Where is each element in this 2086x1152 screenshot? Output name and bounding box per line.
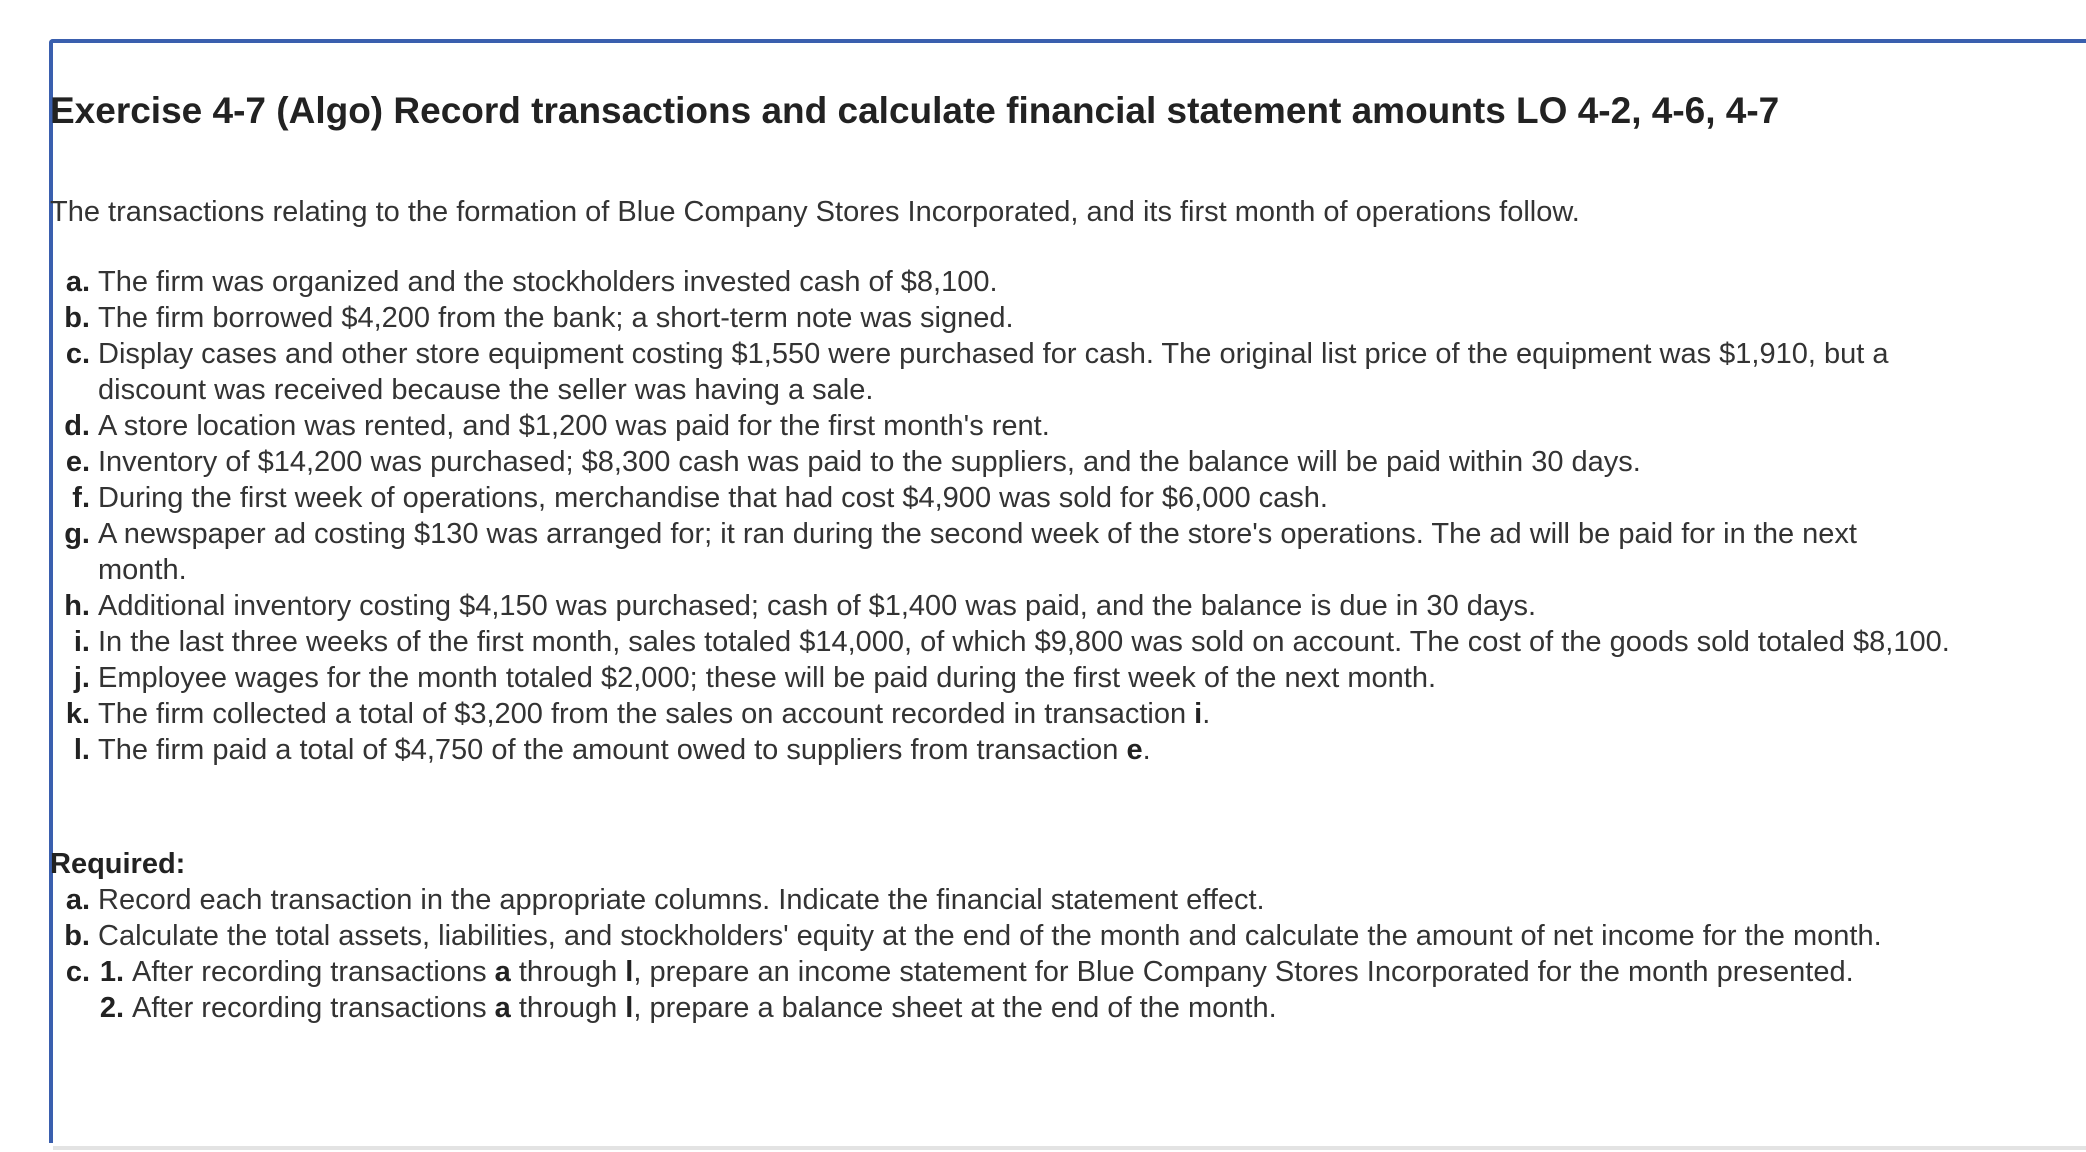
sub-text [124,954,1950,990]
sub-text-pre: After recording transactions [132,992,495,1024]
exercise-header [50,82,1990,140]
sub-number: 2. [99,992,124,1024]
item-letter: l. [73,734,90,766]
transaction-ref: a [494,992,511,1024]
item-text: Display cases and other store equipment costing $1,550 were purchased for cash. The original list price of the equipment was $1,910, but a discount was received because the seller was having a sale. [98,338,1889,406]
item-letter: f. [72,482,90,514]
transaction-ref: e [1126,734,1143,766]
item-letter: c. [65,338,90,370]
required-c-item-1 [50,954,1950,990]
item-text-body: The firm paid a total of $4,750 of the amount owed to suppliers from transaction [98,734,1127,766]
item-letter: j. [73,662,90,694]
item-text [98,732,1950,768]
item-text: In the last three weeks of the first month, sales totaled $14,000, of which $9,800 was sold on account. The cost of the goods sold totaled $8,100. [98,626,1950,658]
item-text: The firm borrowed $4,200 from the bank; a short-term note was signed. [98,302,1014,334]
list-item [50,444,1950,480]
transaction-ref: i [1194,698,1203,730]
item-letter: d. [64,410,90,442]
required-item-c [50,954,1950,1026]
item-text: A store location was rented, and $1,200 was paid for the first month's rent. [98,410,1050,442]
sub-text [124,990,1950,1026]
list-item [50,480,1950,516]
item-text-end: . [1142,734,1151,766]
list-item [50,300,1950,336]
item-text: Additional inventory costing $4,150 was purchased; cash of $1,400 was paid, and the balance is due in 30 days. [98,590,1537,622]
list-item [50,624,1950,660]
item-letter: h. [64,590,90,622]
item-letter: g. [64,518,90,550]
item-text: Calculate the total assets, liabilities, and stockholders' equity at the end of the month and calculate the amount of net income for the month. [98,920,1882,952]
sub-text-pre: After recording transactions [132,956,495,988]
list-item [50,660,1950,696]
sub-text-mid: through [510,992,626,1024]
list-item [50,696,1950,732]
list-item [50,264,1950,300]
list-item [50,408,1950,444]
item-text-body: The firm collected a total of $3,200 from the sales on account recorded in transaction [98,698,1195,730]
intro-paragraph: The transactions relating to the formation of Blue Company Stores Incorporated, and its first month of operations follow. [50,196,1580,228]
list-item [50,516,1950,588]
list-item [50,732,1950,768]
item-letter: b. [64,920,90,952]
item-text: Record each transaction in the appropriate columns. Indicate the financial statement effect. [98,884,1265,916]
transaction-ref: l [625,956,634,988]
item-text [98,696,1950,732]
transaction-ref: a [494,956,511,988]
item-letter: c. [65,956,90,988]
item-text-end: . [1202,698,1211,730]
item-letter: i. [73,626,90,658]
item-letter: a. [65,884,90,916]
required-item-a [50,882,1950,918]
required-c-body [98,954,1950,1026]
item-text: The firm was organized and the stockholders invested cash of $8,100. [98,266,998,298]
item-text: Employee wages for the month totaled $2,000; these will be paid during the first week of the next month. [98,662,1437,694]
exercise-title: Exercise 4-7 (Algo) Record transactions and calculate financial statement amounts LO 4-2, 4-6, 4-7 [50,90,1780,131]
item-letter: a. [65,266,90,298]
list-item [50,588,1950,624]
transaction-list [50,264,1950,768]
required-c-item-2 [50,990,1950,1026]
item-text: A newspaper ad costing $130 was arranged for; it ran during the second week of the store's operations. The ad will be paid for in the next month. [98,518,1857,586]
sub-number: 1. [99,956,124,988]
sub-text-post: , prepare an income statement for Blue Company Stores Incorporated for the month presented. [633,956,1854,988]
sub-text-post: , prepare a balance sheet at the end of the month. [633,992,1277,1024]
item-letter: k. [65,698,90,730]
item-letter: e. [65,446,90,478]
bottom-divider [53,1146,2086,1150]
required-section [50,846,1950,1026]
sub-text-mid: through [510,956,626,988]
item-letter: b. [64,302,90,334]
required-item-b [50,918,1950,954]
required-heading: Required: [50,848,186,880]
item-text: During the first week of operations, merchandise that had cost $4,900 was sold for $6,000 cash. [98,482,1328,514]
transaction-ref: l [625,992,634,1024]
list-item [50,336,1950,408]
item-text: Inventory of $14,200 was purchased; $8,300 cash was paid to the suppliers, and the balance will be paid within 30 days. [98,446,1641,478]
